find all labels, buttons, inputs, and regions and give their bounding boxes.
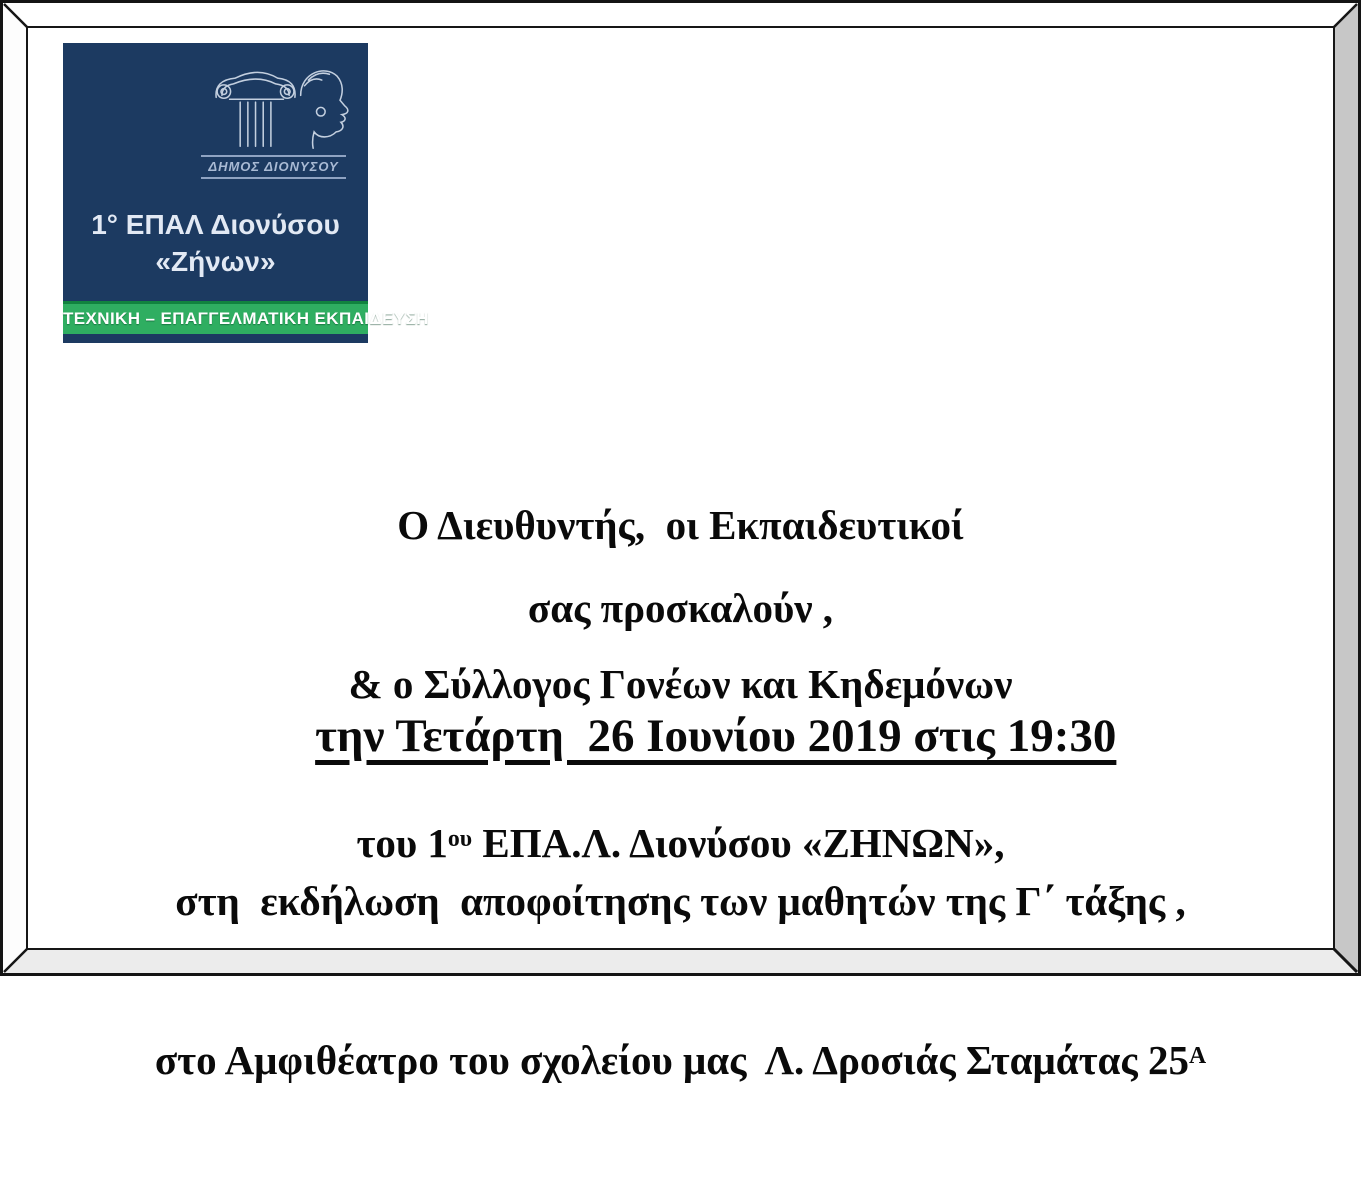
hosts-line-3-post: ΕΠΑ.Λ. Διονύσου «ΖΗΝΩΝ», — [472, 820, 1005, 866]
event-description — [28, 769, 1333, 1200]
school-logo — [63, 43, 429, 343]
school-name-line1: 1° ΕΠΑΛ Διονύσου — [91, 209, 340, 240]
event-line-2-pre: στο Αμφιθέατρο του σχολείου μας Λ. Δροσιάς Σταμάτας 25 — [154, 1037, 1189, 1083]
invite-line: σας προσκαλούν , — [527, 585, 834, 631]
event-line-2 — [28, 1034, 1333, 1094]
hosts-line-1: Ο Διευθυντής, οι Εκπαιδευτικοί — [397, 502, 964, 548]
content-area — [26, 26, 1335, 1083]
school-emblem-icon — [203, 57, 358, 153]
education-banner: ΤΕΧΝΙΚΗ – ΕΠΑΓΓΕΛΜΑΤΙΚΗ ΕΚΠΑΙΔΕΥΣΗ — [63, 301, 368, 334]
event-line-2-address-sup: Α — [1188, 1042, 1207, 1069]
event-line-1: στη εκδήλωση αποφοίτησης των μαθητών της Γ΄ τάξης , — [175, 878, 1186, 924]
hosts-line-3-ordinal-sup: ου — [447, 825, 473, 852]
event-date-text: την Τετάρτη 26 Ιουνίου 2019 στις 19:30 — [315, 710, 1117, 762]
hosts-line-2: & ο Σύλλογος Γονέων και Κηδεμόνων — [348, 661, 1013, 707]
school-name-line2: «Ζήνων» — [155, 246, 276, 277]
municipality-name: ΔΗΜΟΣ ΔΙΟΝΥΣΟΥ — [201, 155, 346, 179]
hosts-line-3-pre: του 1 — [356, 820, 448, 866]
